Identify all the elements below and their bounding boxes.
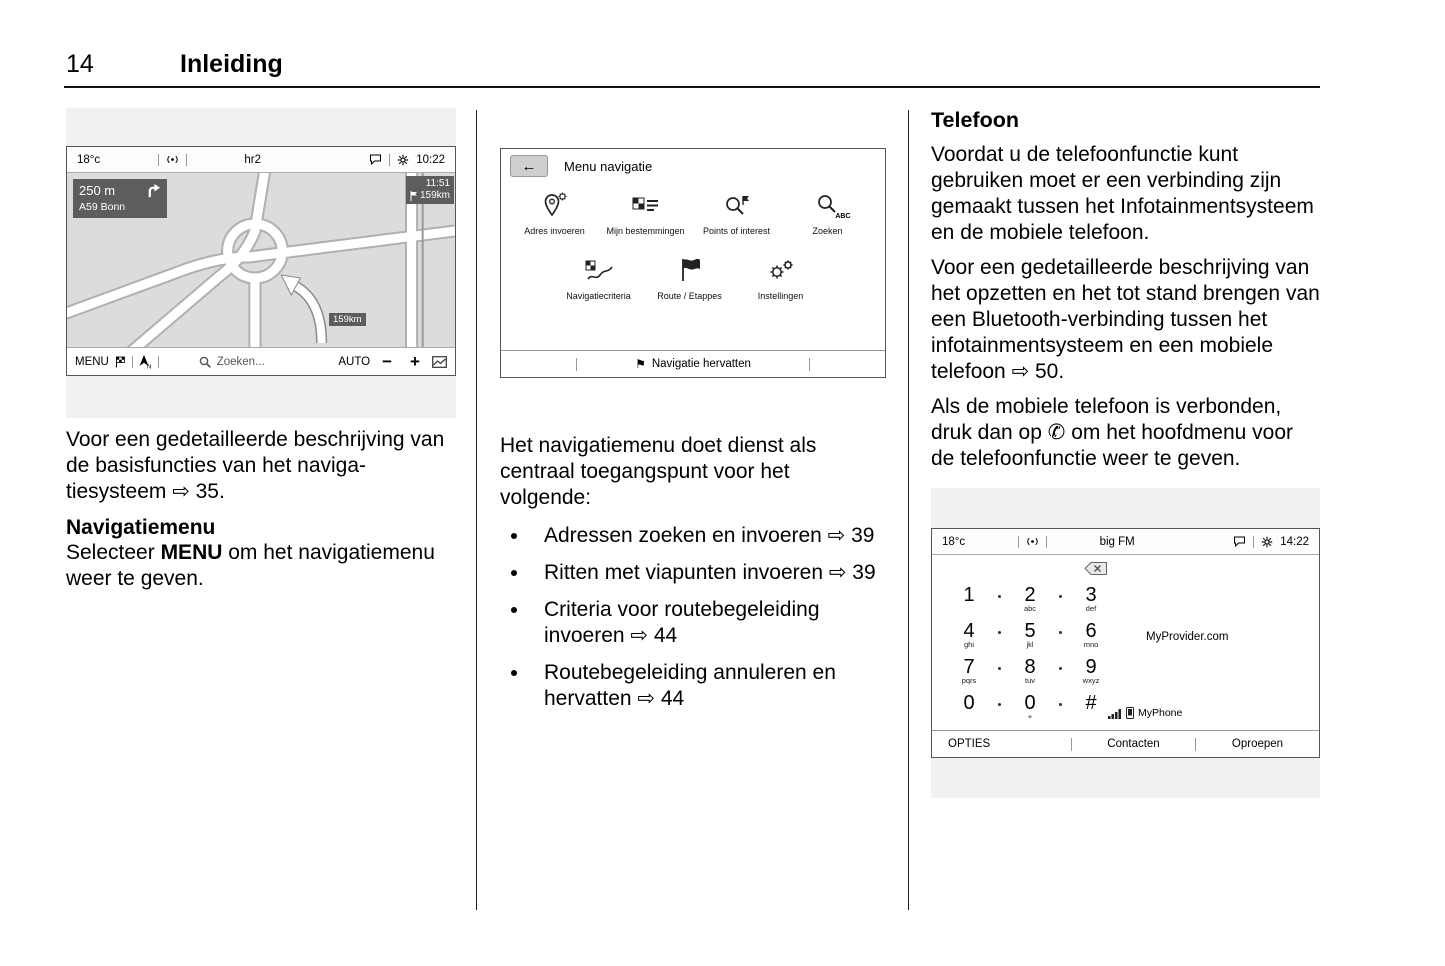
key-separator-dot [998, 703, 1001, 706]
turn-distance: 250 m [79, 183, 116, 198]
menu-item-instellingen[interactable] [735, 256, 826, 301]
text-run: om het navigatiemenu weer te geven. [66, 541, 435, 590]
text-run: Als de mobiele telefoon is verbonden, druk dan op [931, 395, 1282, 444]
connected-device [1108, 707, 1182, 719]
menu-item-label: Instellingen [757, 291, 804, 301]
phone-glyph-icon: ✆ [1047, 421, 1066, 444]
key-separator-dot [998, 631, 1001, 634]
settings-gear-icon [1261, 536, 1273, 548]
phone-toolbar [932, 730, 1319, 757]
compass-north-icon[interactable] [139, 355, 152, 369]
column-navigation-menu [500, 108, 886, 723]
column-telephone [931, 108, 1320, 798]
resume-bar [501, 350, 885, 377]
key-hash[interactable]: # [1085, 692, 1097, 714]
key-1[interactable]: 1 [963, 584, 975, 606]
paragraph: Het navigatiemenu doet dienst als centraal toegangspunt voor het volgende: [500, 434, 817, 509]
menu-item-label: Zoeken [812, 226, 843, 236]
traffic-message-icon [369, 154, 382, 165]
menu-item-label: Route / Etappes [657, 291, 722, 301]
clock: 14:22 [1280, 535, 1310, 548]
section-heading: Navigatiemenu [66, 516, 216, 539]
destination-flag-icon [410, 191, 418, 201]
flag-icon: ⚑ [635, 357, 646, 371]
status-bar [932, 529, 1319, 555]
dial-keypad [946, 585, 1114, 729]
key-separator-dot [998, 667, 1001, 670]
antenna-icon [1026, 536, 1039, 547]
search-field[interactable]: Zoeken... [216, 355, 265, 368]
contacts-button[interactable]: Contacten [1107, 738, 1160, 750]
menu-icon-row [553, 256, 885, 301]
signal-strength-icon [1108, 708, 1122, 719]
key-7[interactable]: 7 pqrs [961, 656, 977, 685]
separator [576, 358, 577, 371]
page-number: 14 [66, 50, 94, 78]
header-rule [64, 86, 1320, 88]
section-heading: Telefoon [931, 108, 1019, 132]
radio-station: hr2 [244, 153, 261, 166]
zoom-in-button[interactable]: + [410, 352, 420, 371]
phone-keypad-area [932, 555, 1319, 730]
list-item: • Ritten met viapunten invoeren ⇨ 39 [530, 560, 886, 586]
map-view [67, 173, 455, 349]
menu-item-mijn-bestemmingen[interactable] [600, 191, 691, 236]
zoom-out-button[interactable]: − [382, 352, 393, 371]
abc-label: ABC [835, 213, 851, 220]
turn-right-arrow-icon [146, 183, 161, 198]
menu-item-label: Points of interest [702, 226, 771, 236]
key-8[interactable]: 8 tuv [1024, 656, 1036, 685]
list-item: • Routebegeleiding annuleren en hervatten ⇨ 44 [530, 660, 886, 712]
backspace-button[interactable] [1084, 561, 1108, 576]
options-button[interactable]: OPTIES [948, 738, 991, 750]
page-title: Inleiding [180, 50, 283, 78]
key-separator-dot [998, 595, 1001, 598]
key-separator-dot [1059, 667, 1062, 670]
nav-map-screen [66, 146, 456, 376]
poi-search-icon [723, 191, 751, 219]
key-6[interactable]: 6 mno [1083, 620, 1099, 649]
key-2[interactable]: 2 abc [1023, 584, 1037, 613]
destinations-list-icon [632, 191, 660, 219]
separator [158, 154, 159, 166]
device-name: MyPhone [1138, 707, 1183, 719]
call-button[interactable]: Oproepen [1231, 738, 1284, 750]
paragraph [66, 540, 456, 592]
outside-temperature: 18°c [77, 153, 101, 166]
resume-label: Navigatie hervatten [651, 358, 751, 370]
paragraph: Voordat u de telefoonfunctie kunt gebruiken moet er een verbinding zijn gemaakt tussen het Infotainmentsysteem en de mobiele telefoon. [931, 143, 1314, 244]
settings-gear-icon [397, 154, 409, 166]
paragraph [931, 394, 1320, 472]
separator [1046, 536, 1047, 548]
key-5[interactable]: 5 jkl [1024, 620, 1036, 649]
search-abc-icon [815, 191, 851, 220]
address-entry-icon [542, 191, 568, 219]
separator [186, 154, 187, 166]
auto-zoom-button[interactable]: AUTO [338, 355, 371, 368]
checkered-flag-icon [115, 356, 126, 368]
separator [158, 356, 159, 368]
svg-text:N: N [146, 364, 152, 369]
menu-icon-row [509, 191, 885, 236]
key-0-left[interactable]: 0 [963, 692, 975, 714]
key-0-plus[interactable]: 0 + [1024, 692, 1036, 721]
phone-screen [931, 528, 1320, 758]
route-criteria-icon [584, 256, 614, 284]
back-button[interactable]: ← [510, 155, 548, 177]
column-divider [476, 110, 477, 910]
separator [132, 356, 133, 368]
menu-keyword: MENU [160, 541, 223, 564]
traffic-message-icon [1233, 536, 1246, 547]
text-run: Selecteer [66, 541, 161, 564]
column-navigation-map [66, 108, 456, 592]
settings-gears-icon [766, 256, 796, 284]
menu-item-route-etappes[interactable] [644, 256, 735, 301]
search-icon [199, 356, 211, 368]
nav-map-screenshot [66, 108, 456, 418]
key-separator-dot [1059, 703, 1062, 706]
menu-item-points-of-interest[interactable] [691, 191, 782, 236]
key-3[interactable]: 3 def [1085, 584, 1097, 613]
menu-item-label: Mijn bestemmingen [606, 226, 685, 236]
map-overview-icon[interactable] [432, 356, 447, 368]
status-bar [67, 147, 455, 173]
resume-navigation-button[interactable] [635, 357, 751, 371]
remaining-distance: 159km [419, 190, 450, 201]
separator [389, 154, 390, 166]
list-item: • Criteria voor routebegeleiding invoeren ⇨ 44 [530, 597, 886, 649]
text-run: om het hoofdmenu voor de telefoonfunctie weer te geven. [931, 421, 1294, 470]
route-flag-icon [678, 256, 702, 284]
arrival-time: 11:51 [425, 178, 450, 189]
menu-button[interactable]: MENU [75, 355, 109, 368]
network-provider: MyProvider.com [1146, 631, 1229, 643]
turn-instruction-box [73, 179, 167, 218]
key-4[interactable]: 4 ghi [963, 620, 975, 649]
nav-menu-screenshot [500, 148, 886, 378]
map-toolbar [67, 347, 455, 375]
phone-screenshot [931, 488, 1320, 798]
menu-item-navigatiecriteria[interactable] [553, 256, 644, 301]
menu-title: Menu navigatie [564, 158, 653, 174]
feature-list [500, 523, 886, 712]
menu-item-label: Navigatiecriteria [566, 291, 631, 301]
separator [1018, 536, 1019, 548]
radio-station: big FM [1099, 535, 1135, 548]
turn-road-name: A59 Bonn [79, 201, 126, 213]
menu-item-label: Adres invoeren [524, 226, 585, 236]
outside-temperature: 18°c [942, 535, 966, 548]
menu-item-zoeken[interactable] [782, 191, 873, 236]
mobile-phone-icon [1126, 707, 1134, 719]
paragraph: Voor een gedetailleerde beschrijving van de basisfuncties van het navigatiesysteem ⇨ 35. [66, 428, 445, 503]
list-item: • Adressen zoeken en invoeren ⇨ 39 [530, 523, 886, 549]
paragraph: Voor een gedetailleerde beschrijving van het opzetten en het tot stand brengen van een Bluetooth-verbinding tussen het infotainmentsysteem en een mobiele telefoon ⇨ 50. [931, 256, 1320, 383]
nav-menu-screen [500, 148, 886, 378]
key-9[interactable]: 9 wxyz [1082, 656, 1100, 685]
key-separator-dot [1059, 595, 1062, 598]
menu-header [501, 149, 885, 183]
separator [1253, 536, 1254, 548]
clock: 10:22 [416, 153, 445, 166]
column-divider [908, 110, 909, 910]
menu-item-adres-invoeren[interactable] [509, 191, 600, 236]
antenna-icon [166, 154, 179, 165]
key-separator-dot [1059, 631, 1062, 634]
eta-box [406, 176, 454, 204]
route-distance-tag: 159km [329, 313, 366, 326]
separator [809, 358, 810, 371]
